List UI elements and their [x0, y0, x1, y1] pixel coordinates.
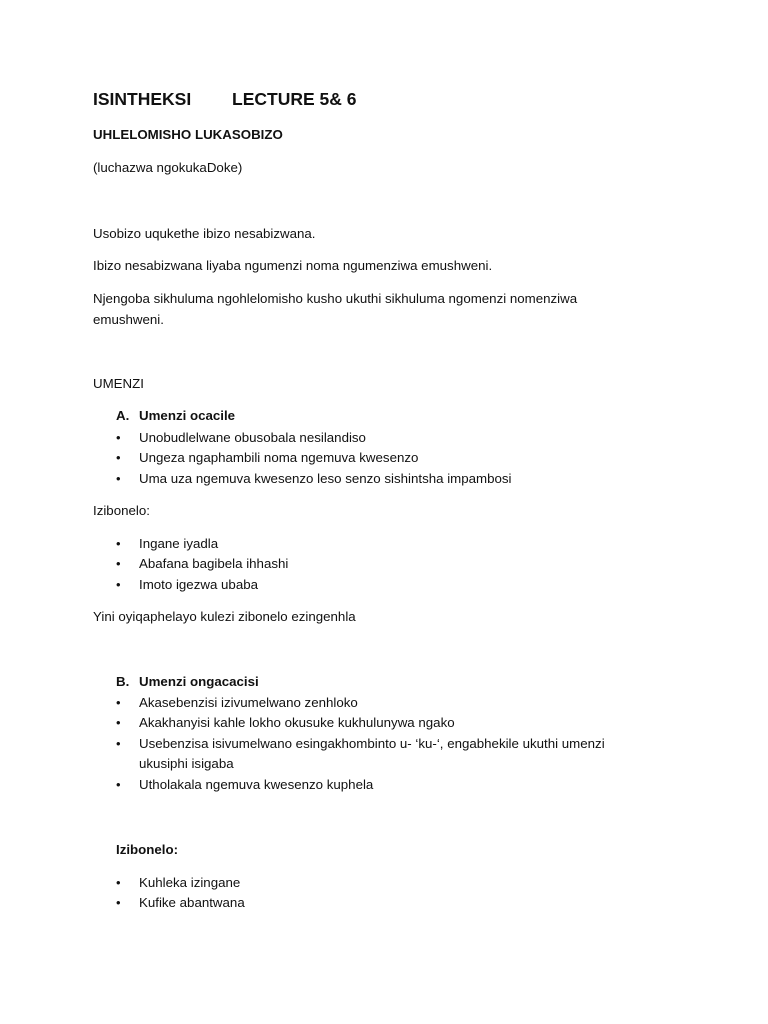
- bullet-icon: •: [116, 577, 121, 592]
- title-left: ISINTHEKSI: [93, 89, 192, 109]
- bullet-icon: •: [116, 736, 121, 751]
- list-item: Uma uza ngemuva kwesenzo leso senzo sishintsha impambosi: [139, 471, 512, 486]
- list-item: Utholakala ngemuva kwesenzo kuphela: [139, 777, 374, 792]
- list-item-continuation: ukusiphi isigaba: [139, 756, 234, 771]
- list-item: Akakhanyisi kahle lokho okusuke kukhulunywa ngako: [139, 715, 455, 730]
- paragraph-3-line-1: Njengoba sikhuluma ngohlelomisho kusho ukuthi sikhuluma ngomenzi nomenziwa: [93, 291, 578, 306]
- example-item: Kufike abantwana: [139, 895, 245, 910]
- bullet-icon: •: [116, 695, 121, 710]
- bullet-icon: •: [116, 556, 121, 571]
- examples-label-b: Izibonelo:: [116, 842, 179, 857]
- example-item: Imoto igezwa ubaba: [139, 577, 259, 592]
- section-b-heading: Umenzi ongacacisi: [139, 674, 259, 689]
- bullet-icon: •: [116, 471, 121, 486]
- bullet-icon: •: [116, 430, 121, 445]
- section-a-marker: A.: [116, 408, 130, 423]
- subtitle: UHLELOMISHO LUKASOBIZO: [93, 127, 283, 142]
- list-item: Unobudlelwane obusobala nesilandiso: [139, 430, 366, 445]
- list-item: Akasebenzisi izivumelwano zenhloko: [139, 695, 358, 710]
- bullet-icon: •: [116, 875, 121, 890]
- title-right: LECTURE 5& 6: [232, 89, 357, 109]
- paragraph-1: Usobizo uqukethe ibizo nesabizwana.: [93, 226, 316, 241]
- bullet-icon: •: [116, 450, 121, 465]
- example-item: Abafana bagibela ihhashi: [139, 556, 289, 571]
- bullet-icon: •: [116, 777, 121, 792]
- example-item: Ingane iyadla: [139, 536, 219, 551]
- bullet-icon: •: [116, 536, 121, 551]
- examples-label-a: Izibonelo:: [93, 503, 150, 518]
- paragraph-2: Ibizo nesabizwana liyaba ngumenzi noma ngumenziwa emushweni.: [93, 258, 493, 273]
- question-text: Yini oyiqaphelayo kulezi zibonelo ezingenhla: [93, 609, 356, 624]
- section-b-marker: B.: [116, 674, 130, 689]
- section-heading: UMENZI: [93, 376, 144, 391]
- list-item: Usebenzisa isivumelwano esingakhombinto u- ‘ku-‘, engabhekile ukuthi umenzi: [139, 736, 605, 751]
- bullet-icon: •: [116, 895, 121, 910]
- note: (luchazwa ngokukaDoke): [93, 160, 243, 175]
- paragraph-3-line-2: emushweni.: [93, 312, 164, 327]
- list-item: Ungeza ngaphambili noma ngemuva kwesenzo: [139, 450, 419, 465]
- section-a-heading: Umenzi ocacile: [139, 408, 236, 423]
- example-item: Kuhleka izingane: [139, 875, 241, 890]
- bullet-icon: •: [116, 715, 121, 730]
